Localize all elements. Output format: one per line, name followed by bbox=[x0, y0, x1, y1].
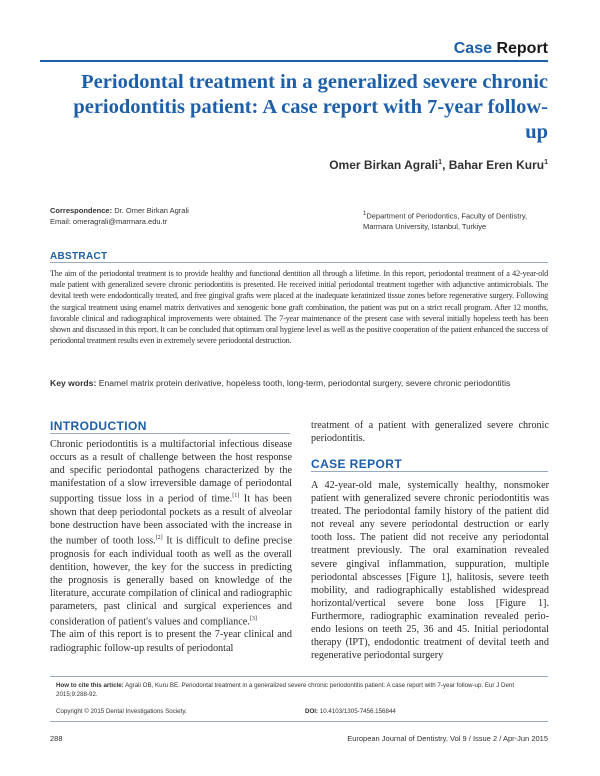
intro-p1b: It has been shown that deep periodontal pockets as a result of alveolar bone destruction have been associated with the increase in the number of tooth loss. bbox=[50, 493, 292, 547]
introduction-heading: INTRODUCTION bbox=[50, 419, 147, 433]
introduction-body bbox=[50, 438, 292, 655]
case-report-heading: CASE REPORT bbox=[311, 457, 403, 471]
doi bbox=[305, 707, 396, 716]
introduction-rule bbox=[50, 433, 290, 434]
ref-1[interactable]: [1] bbox=[232, 493, 240, 500]
citation-box bbox=[50, 676, 548, 722]
author-2-affil: 1 bbox=[544, 159, 548, 166]
doi-label: DOI: bbox=[305, 708, 319, 715]
keywords bbox=[50, 378, 548, 389]
author-separator: , bbox=[442, 158, 449, 172]
introduction-paragraph-2: The aim of this report is to present the 7-year clinical and radiographic follow-up results of periodontal bbox=[50, 629, 292, 654]
correspondence-email: Email: omeragrali@marmara.edu.tr bbox=[50, 217, 168, 226]
abstract-heading: ABSTRACT bbox=[50, 251, 108, 262]
page-number: 288 bbox=[50, 734, 63, 743]
intro-p1a: Chronic periodontitis is a multifactorial infectious disease occurs as a result of challenge between the host response and specific periodontal pathogens characterized by the manifestation of a slow irreversible damage of periodontal supporting tissue loss in a period of time. bbox=[50, 439, 292, 505]
correspondence-block bbox=[50, 205, 189, 227]
correspondence-name: Dr. Omer Birkan Agrali bbox=[112, 206, 189, 215]
doi-value[interactable]: 10.4103/1305-7456.156844 bbox=[318, 708, 396, 715]
keywords-text: Enamel matrix protein derivative, hopeless tooth, long-term, periodontal surgery, severe chronic periodontitis bbox=[96, 378, 511, 388]
copyright: Copyright © 2015 Dental Investigations Society. bbox=[56, 708, 187, 715]
abstract-text: The aim of the periodontal treatment is to provide healthy and functional dentition all through a lifetime. In this report, periodontal treatment of a 42-year-old male patient with generalized severe chronic periodontitis is presented. He received initial periodontal treatment together with adjunctive antimicrobials. The devital teeth were endodontically treated, and free gingival grafts were placed at the inadequate keratinized tissue zones before regenerative surgery. Following the surgical treatment using enamel matrix derivatives and xenogenic bone graft combination, the patient was put on a strict recall program. After 12 months, favorable clinical and radiographical improvements were obtained. The 7-year maintenance of the present case with several initially hopeless teeth has been shown and discussed in this report. It can be concluded that optimum oral hygiene level as well as the positive cooperation of the patient enhanced the success of periodontal treatment results even in extremely severe periodontal destruction. bbox=[50, 269, 548, 346]
intro-p1c: It is difficult to define precise prognosis for each individual tooth as well as the overall dentition, however, the key for the success in predicting the prognosis is generally based on knowledge of the literature, accurate compilation of clinical and radiographic parameters, past clinical and surgical experiences and consideration of patient's values and compliance. bbox=[50, 535, 292, 628]
header-rule bbox=[40, 60, 548, 62]
article-type-report: Report bbox=[496, 40, 548, 57]
affiliation-block bbox=[363, 209, 563, 232]
author-1-affil: 1 bbox=[438, 159, 443, 166]
citation-text bbox=[56, 681, 542, 699]
author-2: Bahar Eren Kuru bbox=[448, 158, 545, 172]
affiliation-line-1: Department of Periodontics, Faculty of Dentistry, bbox=[366, 211, 528, 221]
abstract-rule bbox=[50, 262, 548, 263]
correspondence-label: Correspondence: bbox=[50, 206, 113, 215]
affiliation-sup: 1 bbox=[363, 211, 367, 217]
article-type-case: Case bbox=[453, 40, 492, 57]
citation-body: Agrali OB, Kuru BE. Periodontal treatment in a generalized severe chronic periodontitis patient: A case report with 7-year follow-up. Eur J Dent 2015;9:288-92. bbox=[56, 682, 515, 698]
keywords-label: Key words: bbox=[50, 378, 97, 388]
authors bbox=[329, 158, 548, 172]
ref-3[interactable]: [3] bbox=[249, 616, 257, 622]
article-type-label bbox=[454, 40, 548, 58]
ref-2[interactable]: [2] bbox=[155, 535, 163, 542]
journal-footer: European Journal of Dentistry, Vol 9 / Issue 2 / Apr-Jun 2015 bbox=[347, 734, 548, 743]
introduction-continued: treatment of a patient with generalized severe chronic periodontitis. bbox=[311, 420, 549, 445]
author-1: Omer Birkan Agrali bbox=[329, 158, 439, 172]
case-report-rule bbox=[311, 471, 548, 472]
case-report-body: A 42-year-old male, systemically healthy, nonsmoker patient with generalized severe chronic periodontitis was treated. The periodontal family history of the patient did not reveal any severe periodontal destruction or early tooth loss. The patient did not receive any periodontal treatment previously. The oral examination revealed severe gingival inflammation, suppuration, multiple periodontal abscesses [Figure 1], halitosis, severe teeth mobility, and radiographically established widespread horizontal/vertical severe bone loss [Figure 1]. Furthermore, radiographic examination revealed perio-endo lesions on teeth 25, 36 and 45. Initial periodontal therapy (IPT), endodontic treatment of devital teeth and regenerative periodontal surgery bbox=[311, 480, 549, 662]
article-title: Periodontal treatment in a generalized severe chronic periodontitis patient: A case report with 7-year follow-up bbox=[73, 71, 548, 143]
citation-label: How to cite this article: bbox=[56, 682, 124, 689]
introduction-paragraph-1 bbox=[50, 438, 292, 628]
affiliation-line-2: Marmara University, Istanbul, Turkiye bbox=[363, 221, 487, 231]
